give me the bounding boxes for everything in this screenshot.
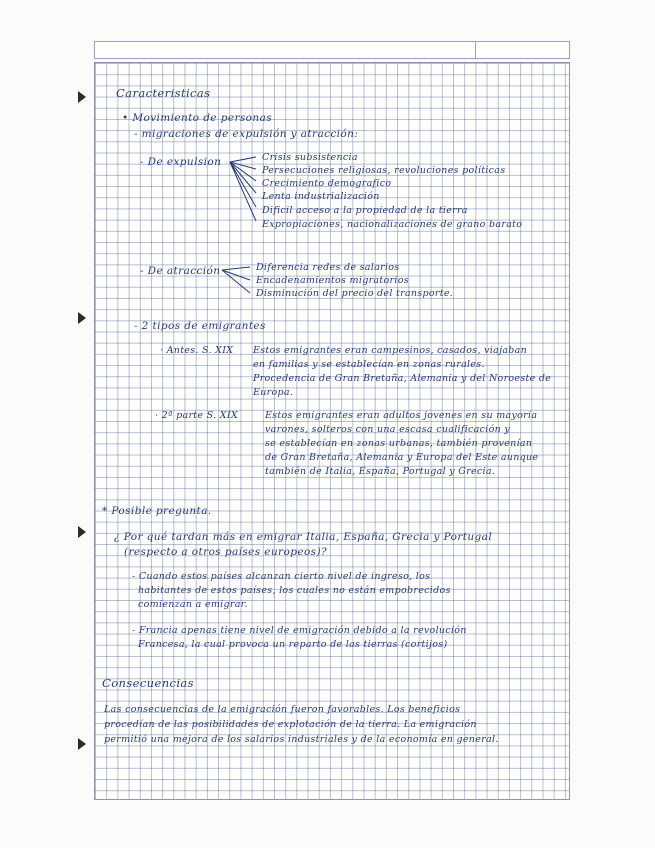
binder-hole-marker xyxy=(78,526,86,538)
expulsion-item: Crisis subsistencia xyxy=(262,152,358,163)
consecuencias-line: Las consecuencias de la emigración fueron favorables. Los beneficios xyxy=(104,704,461,715)
heading-consecuencias: Consecuencias xyxy=(102,676,194,690)
tipo-text-line: Europa. xyxy=(253,387,294,398)
binder-hole-marker xyxy=(78,738,86,750)
header-divider xyxy=(475,42,476,58)
expulsion-item: Crecimiento demografico xyxy=(262,178,392,189)
expulsion-item: Persecuciones religiosas, revoluciones políticas xyxy=(262,165,506,176)
atraccion-item: Encadenamientos migratorios xyxy=(256,275,409,286)
atraccion-arrows xyxy=(220,262,254,298)
respuesta-line: habitantes de estos países, los cuales no están empobrecidos xyxy=(138,585,451,596)
respuesta-line: comienzan a emigrar. xyxy=(138,599,248,610)
consecuencias-line: permitió una mejora de los salarios industriales y de la economía en general. xyxy=(104,734,499,745)
tipo-text-line: de Gran Bretaña, Alemania y Europa del Este aunque xyxy=(265,452,539,463)
label-posible-pregunta: * Posible pregunta. xyxy=(102,505,212,517)
tipo-text-line: Procedencia de Gran Bretaña, Alemania y del Noroeste de xyxy=(253,373,552,384)
expulsion-item: Expropiaciones, nacionalizaciones de grano barato xyxy=(262,219,523,230)
tipo-text-line: en familias y se establecían en zonas rurales. xyxy=(253,359,485,370)
expulsion-item: Lenta industrialización xyxy=(262,191,380,202)
tipo-text-line: Estos emigrantes eran campesinos, casados, viajaban xyxy=(253,345,528,356)
bullet-movimiento: • Movimiento de personas xyxy=(122,112,273,124)
respuesta-line: Francesa, la cual provoca un reparto de las tierras (cortijos) xyxy=(138,639,448,650)
atraccion-item: Diferencia redes de salarios xyxy=(256,262,400,273)
respuesta-line: - Francia apenas tiene nivel de emigración debido a la revolución xyxy=(132,625,467,636)
binder-hole-marker xyxy=(78,91,86,103)
tipo-text-line: se establecían en zonas urbanas, también provenían xyxy=(265,438,533,449)
label-expulsion: - De expulsion xyxy=(140,156,222,168)
binder-hole-marker xyxy=(78,312,86,324)
tipo-text-line: varones, solteros con una escasa cualificación y xyxy=(265,424,511,435)
label-segunda-parte-siglo: · 2ª parte S. XIX xyxy=(155,410,238,421)
notebook-header-strip xyxy=(94,41,570,59)
pregunta-line: (respecto a otros países europeos)? xyxy=(124,546,327,558)
consecuencias-line: procedían de las posibilidades de explotación de la tierra. La emigración xyxy=(104,719,477,730)
line-migraciones: - migraciones de expulsión y atracción: xyxy=(134,128,359,140)
label-atraccion: - De atracción xyxy=(140,265,221,277)
tipo-text-line: Estos emigrantes eran adultos jovenes en su mayoria xyxy=(265,410,538,421)
heading-tipos-emigrantes: - 2 tipos de emigrantes xyxy=(134,320,266,332)
expulsion-arrows xyxy=(228,152,262,236)
tipo-text-line: también de Italia, España, Portugal y Grecia. xyxy=(265,466,496,477)
label-antes-siglo: · Antes. S. XIX xyxy=(160,345,234,356)
pregunta-line: ¿ Por qué tardan más en emigrar Italia, España, Grecia y Portugal xyxy=(114,531,493,543)
respuesta-line: - Cuando estos países alcanzan cierto nivel de ingreso, los xyxy=(132,571,431,582)
expulsion-item: Dificil acceso a la propiedad de la tierra xyxy=(262,205,468,216)
atraccion-item: Disminución del precio del transporte. xyxy=(256,288,454,299)
heading-caracteristicas: Caracteristicas xyxy=(116,86,211,100)
